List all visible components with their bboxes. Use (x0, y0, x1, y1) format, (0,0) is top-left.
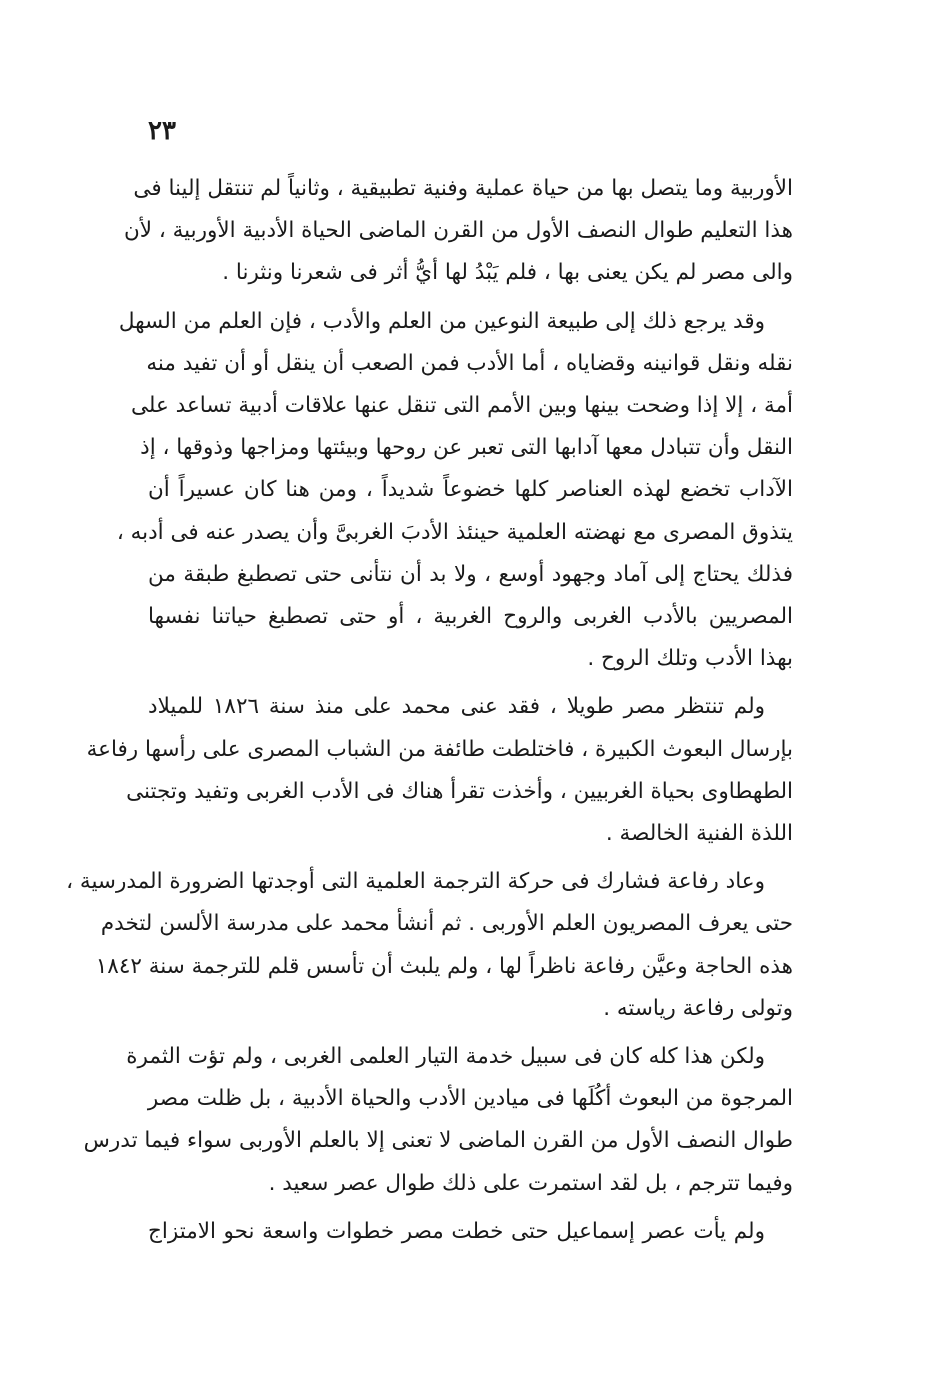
text-line: هذا التعليم طوال النصف الأول من القرن الماضى الحياة الأدبية الأوربية ، لأن (124, 218, 793, 244)
text-line: هذه الحاجة وعيَّن رفاعة ناظراً لها ، ولم يلبث أن تأسس قلم للترجمة سنة ١٨٤٢ (95, 953, 793, 979)
body-text (66, 168, 793, 1259)
text-line: ولم يأت عصر إسماعيل حتى خطت مصر خطوات واسعة نحو الامتزاج (148, 1218, 765, 1244)
text-line: الأوربية وما يتصل بها من حياة عملية وفنية تطبيقية ، وثانياً لم تنتقل إلينا فى (133, 176, 793, 201)
text-line: حتى يعرف المصريون العلم الأوربى . ثم أنشأ محمد على مدرسة الألسن لتخدم (100, 911, 793, 937)
text-line: ولم تنتظر مصر طويلا ، فقد عنى محمد على منذ سنة ١٨٢٦ للميلاد (148, 694, 766, 720)
text-line: والى مصر لم يكن يعنى بها ، فلم يَبْدُ لها أيُّ أثر فى شعرنا ونثرنا . (222, 260, 793, 286)
text-line: يتذوق المصرى مع نهضته العلمية حينئذ الأدبَ الغربىَّ وأن يصدر عنه فى أدبه ، (116, 519, 793, 545)
text-line: المصريين بالأدب الغربى والروح الغربية ، أو حتى تصطبغ حياتنا نفسها (148, 604, 793, 630)
text-line: النقل وأن تتبادل معها آدابها التى تعبر عن روحها وبيئتها ومزاجها وذوقها ، إذ (140, 435, 793, 461)
paragraph-6 (148, 1211, 793, 1253)
page-number: ٢٣ (148, 116, 176, 146)
text-line: الطهطاوى بحياة الغربيين ، وأخذت تقرأ هناك فى الأدب الغربى وتفيد وتجتنى (126, 778, 793, 804)
text-line: وعاد رفاعة فشارك فى حركة الترجمة العلمية التى أوجدتها الضرورة المدرسية ، (66, 869, 765, 895)
text-line: اللذة الفنية الخالصة . (605, 821, 793, 847)
text-line: المرجوة من البعوث أكُلَها فى ميادين الأدب والحياة الأدبية ، بل ظلت مصر (147, 1086, 793, 1112)
text-line: وفيما تترجم ، بل لقد استمرت على ذلك طوال عصر سعيد . (268, 1170, 793, 1196)
paragraph-2 (116, 301, 793, 681)
paragraph-3 (86, 686, 793, 855)
text-line: وقد يرجع ذلك إلى طبيعة النوعين من العلم والأدب ، فإن العلم من السهل (118, 308, 765, 334)
text-line: وتولى رفاعة رياسته . (603, 995, 793, 1021)
text-line: الآداب تخضع لهذه العناصر كلها خضوعاً شديداً ، ومن هنا كان عسيراً أن (148, 477, 793, 503)
text-line: أمة ، إلا إذا وضحت بينها وبين الأمم التى تنقل عنها علاقات أدبية تساعد على (130, 393, 793, 419)
paragraph-5 (83, 1036, 793, 1205)
paragraph-4 (66, 861, 793, 1030)
paragraph-1 (124, 168, 793, 295)
text-line: طوال النصف الأول من القرن الماضى لا تعنى إلا بالعلم الأوربى سواء فيما تدرس (83, 1128, 793, 1154)
text-line: ولكن هذا كله كان فى سبيل خدمة التيار العلمى الغربى ، ولم تؤت الثمرة (126, 1044, 765, 1070)
text-line: بإرسال البعوث الكبيرة ، فاختلطت طائفة من الشباب المصرى على رأسها رفاعة (86, 736, 793, 762)
text-line: نقله ونقل قوانينه وقضاياه ، أما الأدب فمن الصعب أن ينقل أو أن تفيد منه (146, 350, 793, 376)
text-line: فذلك يحتاج إلى آماد وجهود أوسع ، ولا بد أن نتأنى حتى تصطبغ طبقة من (148, 561, 793, 587)
text-line: بهذا الأدب وتلك الروح . (587, 646, 793, 672)
